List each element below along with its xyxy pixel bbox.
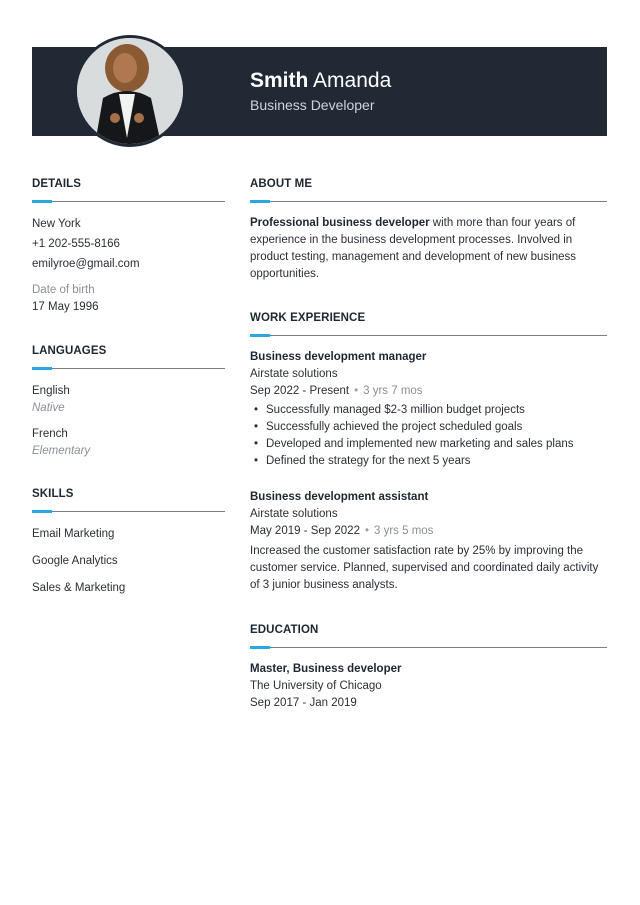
job-company: Airstate solutions xyxy=(250,508,338,520)
job-duration: 3 yrs 7 mos xyxy=(363,385,423,397)
section-divider xyxy=(250,335,607,336)
education-section xyxy=(250,624,607,712)
work-heading: WORK EXPERIENCE xyxy=(250,312,366,324)
separator-dot-icon: • xyxy=(364,525,369,537)
about-lead: Professional business developer xyxy=(250,217,430,229)
bullet-item: • Defined the strategy for the next 5 years xyxy=(250,453,607,470)
about-text xyxy=(250,215,607,283)
education-dates: Sep 2017 - Jan 2019 xyxy=(250,697,357,709)
job-entry xyxy=(250,349,607,470)
job-dates-row xyxy=(250,523,607,540)
job-description: Increased the customer satisfaction rate by 25% by improving the customer service. Planned, supervised and coordinated daily activity of 3 junior business analysts. xyxy=(250,545,599,591)
language-level: Elementary xyxy=(32,445,91,457)
skills-heading: SKILLS xyxy=(32,488,74,500)
section-divider xyxy=(32,368,225,369)
details-section xyxy=(32,178,225,316)
education-heading: EDUCATION xyxy=(250,624,319,636)
work-section xyxy=(250,312,607,594)
skill-item: Email Marketing xyxy=(32,528,115,540)
dob: 17 May 1996 xyxy=(32,301,99,313)
separator-dot-icon: • xyxy=(354,385,359,397)
job-dates: May 2019 - Sep 2022 xyxy=(250,525,360,537)
language-name: English xyxy=(32,385,70,397)
language-item xyxy=(32,426,225,460)
job-title: Business Developer xyxy=(250,97,375,113)
job-bullets xyxy=(250,402,607,470)
languages-section xyxy=(32,345,225,460)
section-divider xyxy=(32,511,225,512)
language-level: Native xyxy=(32,402,65,414)
details-heading: DETAILS xyxy=(32,178,82,190)
city: New York xyxy=(32,218,81,230)
first-name: Amanda xyxy=(313,69,392,92)
bullet-item: • Successfully achieved the project scheduled goals xyxy=(250,419,607,436)
profile-photo xyxy=(74,35,186,147)
about-heading: ABOUT ME xyxy=(250,178,313,190)
job-entry xyxy=(250,489,607,594)
job-title: Business development manager xyxy=(250,351,427,363)
dob-label: Date of birth xyxy=(32,284,95,296)
bullet-item: • Developed and implemented new marketing and sales plans xyxy=(250,436,607,453)
bullet-item: • Successfully managed $2-3 million budget projects xyxy=(250,402,607,419)
job-company: Airstate solutions xyxy=(250,368,338,380)
avatar xyxy=(77,38,183,144)
job-dates: Sep 2022 - Present xyxy=(250,385,350,397)
candidate-name xyxy=(250,69,391,93)
section-divider xyxy=(250,201,607,202)
job-duration: 3 yrs 5 mos xyxy=(374,525,434,537)
section-divider xyxy=(250,647,607,648)
skill-item: Google Analytics xyxy=(32,555,118,567)
language-item xyxy=(32,383,225,417)
languages-heading: LANGUAGES xyxy=(32,345,107,357)
language-name: French xyxy=(32,428,68,440)
last-name: Smith xyxy=(250,69,309,92)
job-dates-row xyxy=(250,383,607,400)
degree: Master, Business developer xyxy=(250,663,402,675)
about-section xyxy=(250,178,607,283)
email[interactable]: emilyroe@gmail.com xyxy=(32,258,140,270)
phone: +1 202-555-8166 xyxy=(32,238,120,250)
job-title: Business development assistant xyxy=(250,491,429,503)
school: The University of Chicago xyxy=(250,680,382,692)
about-body: with more than four years of experience in the business development processes. Involved in product testing, management and development of new business opportunities. xyxy=(250,217,577,280)
skill-item: Sales & Marketing xyxy=(32,582,126,594)
person-silhouette-icon xyxy=(77,38,183,144)
skills-section xyxy=(32,488,225,597)
section-divider xyxy=(32,201,225,202)
